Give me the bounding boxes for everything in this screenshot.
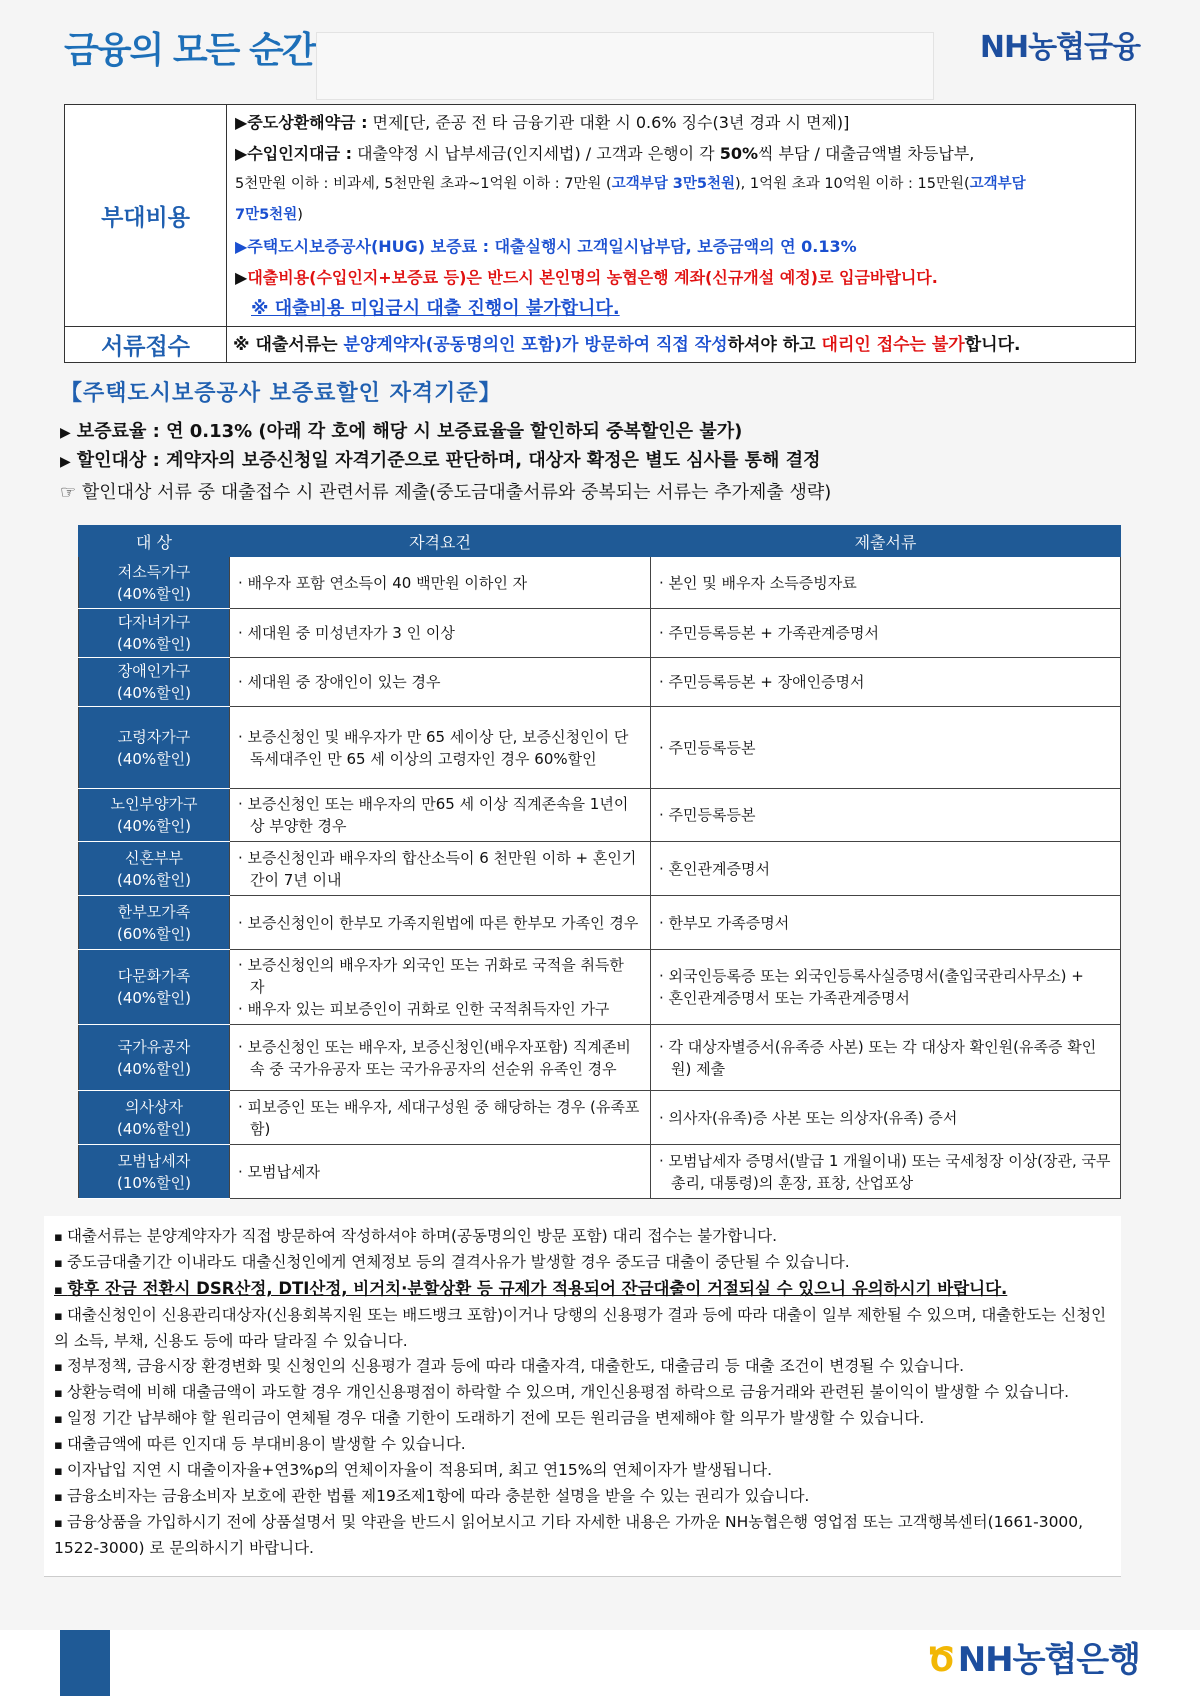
target-name: 모범납세자 <box>117 1151 191 1170</box>
notice-item: ▪ 상환능력에 비해 대출금액이 과도할 경우 개인신용평점이 하락할 수 있으며, 개인신용평점 하락으로 금융거래와 관련된 불이익이 발생할 수 있습니다. <box>54 1380 1114 1406</box>
fees-table <box>64 104 1136 363</box>
document-cell <box>651 609 1121 658</box>
requirement-item: · 보증신청인 또는 배우자의 만65 세 이상 직계존속을 1년이상 부양한 경우 <box>238 793 642 837</box>
document-cell <box>651 557 1121 609</box>
discount-rate: (40%할인) <box>116 989 192 1007</box>
document-cell <box>651 658 1121 707</box>
table-row <box>79 896 1121 950</box>
requirement-cell <box>230 557 651 609</box>
docs-content: ※ 대출서류는 분양계약자(공동명의인 포함)가 방문하여 직접 작성하셔야 하고 대리인 접수는 불가합니다. <box>227 327 1136 363</box>
notice-item: ▪ 중도금대출기간 이내라도 대출신청인에게 연체정보 등의 결격사유가 발생할 경우 중도금 대출이 중단될 수 있습니다. <box>54 1250 1114 1276</box>
notice-item: ▪ 금융소비자는 금융소비자 보호에 관한 법률 제19조제1항에 따라 충분한 설명을 받을 수 있는 권리가 있습니다. <box>54 1484 1114 1510</box>
table-row <box>79 950 1121 1025</box>
document-item: · 모범납세자 증명서(발급 1 개월이내) 또는 국세청장 이상(장관, 국무 총리, 대통령)의 훈장, 표창, 산업포상 <box>659 1150 1112 1194</box>
requirement-cell <box>230 658 651 707</box>
header-target: 대 상 <box>79 526 230 557</box>
requirement-item: · 배우자 있는 피보증인이 귀화로 인한 국적취득자인 가구 <box>238 998 642 1020</box>
document-item: · 본인 및 배우자 소득증빙자료 <box>659 572 1112 594</box>
target-cell <box>79 609 230 658</box>
discount-rate: (40%할인) <box>116 870 192 889</box>
requirement-cell <box>230 896 651 950</box>
requirement-cell <box>230 1025 651 1091</box>
table-row <box>79 658 1121 707</box>
notice-item: ▪ 대출서류는 분양계약자가 직접 방문하여 작성하셔야 하며(공동명의인 방문 포함) 대리 접수는 불가합니다. <box>54 1224 1114 1250</box>
brand-slogan-logo: 금융의 모든 순간 <box>64 22 336 73</box>
discount-rate: (40%할인) <box>116 584 192 603</box>
requirement-cell <box>230 1091 651 1145</box>
requirement-item: · 피보증인 또는 배우자, 세대구성원 중 해당하는 경우 (유족포함) <box>238 1096 642 1140</box>
document-cell <box>651 896 1121 950</box>
table-row <box>79 1025 1121 1091</box>
document-cell <box>651 1025 1121 1091</box>
document-cell <box>651 842 1121 896</box>
document-item: · 주민등록등본 <box>659 804 1112 826</box>
requirement-cell <box>230 1145 651 1199</box>
document-item: · 혼인관계증명서 <box>659 858 1112 880</box>
discount-rate: (40%할인) <box>116 1119 192 1138</box>
document-item: · 주민등록등본 + 장애인증명서 <box>659 671 1112 693</box>
fees-row <box>65 105 1136 327</box>
requirement-item: · 배우자 포함 연소득이 40 백만원 이하인 자 <box>238 572 642 594</box>
table-row <box>79 1145 1121 1199</box>
notice-item: ▪ 향후 잔금 전환시 DSR산정, DTI산정, 비거치·분할상환 등 규제가 적용되어 잔금대출이 거절되실 수 있으니 유의하시기 바랍니다. <box>54 1276 1114 1303</box>
header-blank-box <box>316 32 934 100</box>
target-cell <box>79 1091 230 1145</box>
notice-box <box>44 1216 1121 1577</box>
table-row <box>79 707 1121 789</box>
target-name: 저소득가구 <box>117 562 191 581</box>
notice-item: ▪ 이자납입 지연 시 대출이자율+연3%p의 연체이자율이 적용되며, 최고 연15%의 연체이자가 발생됩니다. <box>54 1458 1114 1484</box>
nh-financial-logo: NH농협금융 <box>979 30 1140 65</box>
document-item: · 한부모 가족증명서 <box>659 912 1112 934</box>
requirement-cell <box>230 789 651 842</box>
requirement-item: · 보증신청인과 배우자의 합산소득이 6 천만원 이하 + 혼인기간이 7년 이내 <box>238 847 642 891</box>
notice-item: ▪ 일정 기간 납부해야 할 원리금이 연체될 경우 대출 기한이 도래하기 전에 모든 원리금을 변제해야 할 의무가 발생할 수 있습니다. <box>54 1406 1114 1432</box>
fees-content: ▶중도상환해약금 : 면제[단, 준공 전 타 금융기관 대환 시 0.6% 징수(3년 경과 시 면제)] ▶수입인지대금 : 대출약정 시 납부세금(인지세법) / 고객과 은행이 각 50%씩 부담 / 대출금액별 차등납부, 5천만원 이하 : 비과세, 5천만원 초과~1억원 이하 : 7만원 (고객부담 3만5천원), 1억원 초과 10억원 이하 : 15만원(고객부담 7만5천원) ▶주택도시보증공사(HUG) 보증료 : 대출실행시 고객일시납부담, 보증금액의 연 0.13% ▶대출비용(수입인지+보증료 등)은 반드시 본인명의 농협은행 계좌(신규개설 예정)로 입금바랍니다. ※ 대출비용 미입금시 대출 진행이 불가합니다. <box>227 105 1136 327</box>
document-item: · 의사자(유족)증 사본 또는 의상자(유족) 증서 <box>659 1107 1112 1129</box>
target-cell <box>79 789 230 842</box>
discount-rate: (40%할인) <box>116 749 192 768</box>
table-row <box>79 1091 1121 1145</box>
triangle-icon: ▶ <box>60 454 71 470</box>
table-row <box>79 557 1121 609</box>
requirement-item: · 보증신청인의 배우자가 외국인 또는 귀화로 국적을 취득한 자 <box>238 954 642 998</box>
triangle-icon: ▶ <box>60 425 71 441</box>
requirement-item: · 보증신청인이 한부모 가족지원법에 따른 한부모 가족인 경우 <box>238 912 642 934</box>
target-cell <box>79 950 230 1025</box>
document-item: · 각 대상자별증서(유족증 사본) 또는 각 대상자 확인원(유족증 확인원) 제출 <box>659 1036 1112 1080</box>
target-cell <box>79 707 230 789</box>
docs-label: 서류접수 <box>65 327 227 363</box>
document-cell <box>651 1091 1121 1145</box>
fees-label: 부대비용 <box>65 105 227 327</box>
table-row <box>79 842 1121 896</box>
requirement-cell <box>230 707 651 789</box>
nh-logo-icon: Ծ <box>927 1640 954 1680</box>
notice-item: ▪ 금융상품을 가입하시기 전에 상품설명서 및 약관을 반드시 읽어보시고 기타 자세한 내용은 가까운 NH농협은행 영업점 또는 고객행복센터(1661-3000, 1522-3000) 로 문의하시기 바랍니다. <box>54 1510 1114 1561</box>
discount-rate: (40%할인) <box>116 1059 192 1078</box>
notice-item: ▪ 대출신청인이 신용관리대상자(신용회복지원 또는 배드뱅크 포함)이거나 당행의 신용평가 결과 등에 따라 대출이 일부 제한될 수 있으며, 대출한도는 신청인의 소득, 부채, 신용도 등에 따라 달라질 수 있습니다. <box>54 1303 1114 1354</box>
document-cell <box>651 950 1121 1025</box>
docs-row <box>65 327 1136 363</box>
notice-item: ▪ 대출금액에 따른 인지대 등 부대비용이 발생할 수 있습니다. <box>54 1432 1114 1458</box>
notice-item: ▪ 정부정책, 금융시장 환경변화 및 신청인의 신용평가 결과 등에 따라 대출자격, 대출한도, 대출금리 등 대출 조건이 변경될 수 있습니다. <box>54 1354 1114 1380</box>
target-cell <box>79 842 230 896</box>
target-cell <box>79 896 230 950</box>
document-cell <box>651 707 1121 789</box>
requirement-cell <box>230 950 651 1025</box>
bullet-rate: ▶ 보증료율 : 연 0.13% (아래 각 호에 해당 시 보증료율을 할인하되 중복할인은 불가) <box>60 421 743 442</box>
target-name: 의사상자 <box>125 1097 183 1116</box>
header-documents: 제출서류 <box>651 526 1121 557</box>
discount-rate: (40%할인) <box>116 817 192 835</box>
nh-bank-logo: Ծ NH농협은행 <box>927 1640 1140 1680</box>
section-note: ☞ 할인대상 서류 중 대출접수 시 관련서류 제출(중도금대출서류와 중복되는 서류는 추가제출 생략) <box>60 482 832 503</box>
discount-criteria-table <box>78 525 1121 1199</box>
target-cell <box>79 557 230 609</box>
bullet-target: ▶ 할인대상 : 계약자의 보증신청일 자격기준으로 판단하며, 대상자 확정은 별도 심사를 통해 결정 <box>60 450 821 471</box>
requirement-item: · 모범납세자 <box>238 1161 642 1183</box>
target-name: 국가유공자 <box>117 1037 191 1056</box>
document-item: · 주민등록등본 + 가족관계증명서 <box>659 622 1112 644</box>
requirement-cell <box>230 842 651 896</box>
table-header-row <box>79 526 1121 557</box>
target-cell <box>79 658 230 707</box>
target-cell <box>79 1025 230 1091</box>
target-name: 장애인가구 <box>117 662 191 680</box>
notice-list <box>54 1224 1114 1561</box>
requirement-item: · 보증신청인 및 배우자가 만 65 세이상 단, 보증신청인이 단독세대주인 만 65 세 이상의 고령자인 경우 60%할인 <box>238 726 642 770</box>
discount-rate: (40%할인) <box>116 684 192 702</box>
target-name: 다자녀가구 <box>117 613 191 631</box>
document-item: · 주민등록등본 <box>659 737 1112 759</box>
document-item: · 외국인등록증 또는 외국인등록사실증명서(출입국관리사무소) + <box>659 965 1112 987</box>
section-title: 【주택도시보증공사 보증료할인 자격기준】 <box>60 381 502 406</box>
target-name: 노인부양가구 <box>110 795 198 813</box>
target-name: 고령자가구 <box>117 727 191 746</box>
requirement-item: · 세대원 중 장애인이 있는 경우 <box>238 671 642 693</box>
document-cell <box>651 789 1121 842</box>
discount-rate: (10%할인) <box>116 1173 192 1192</box>
requirement-cell <box>230 609 651 658</box>
requirement-item: · 세대원 중 미성년자가 3 인 이상 <box>238 622 642 644</box>
document-item: · 혼인관계증명서 또는 가족관계증명서 <box>659 987 1112 1009</box>
footer-accent <box>60 1630 110 1696</box>
target-cell <box>79 1145 230 1199</box>
header-requirement: 자격요건 <box>230 526 651 557</box>
table-row <box>79 789 1121 842</box>
target-name: 신혼부부 <box>125 848 183 867</box>
requirement-item: · 보증신청인 또는 배우자, 보증신청인(배우자포함) 직계존비속 중 국가유공자 또는 국가유공자의 선순위 유족인 경우 <box>238 1036 642 1080</box>
target-name: 한부모가족 <box>117 902 191 921</box>
discount-rate: (60%할인) <box>116 924 192 943</box>
table-row <box>79 609 1121 658</box>
document-cell <box>651 1145 1121 1199</box>
discount-rate: (40%할인) <box>116 635 192 653</box>
target-name: 다문화가족 <box>117 967 191 985</box>
